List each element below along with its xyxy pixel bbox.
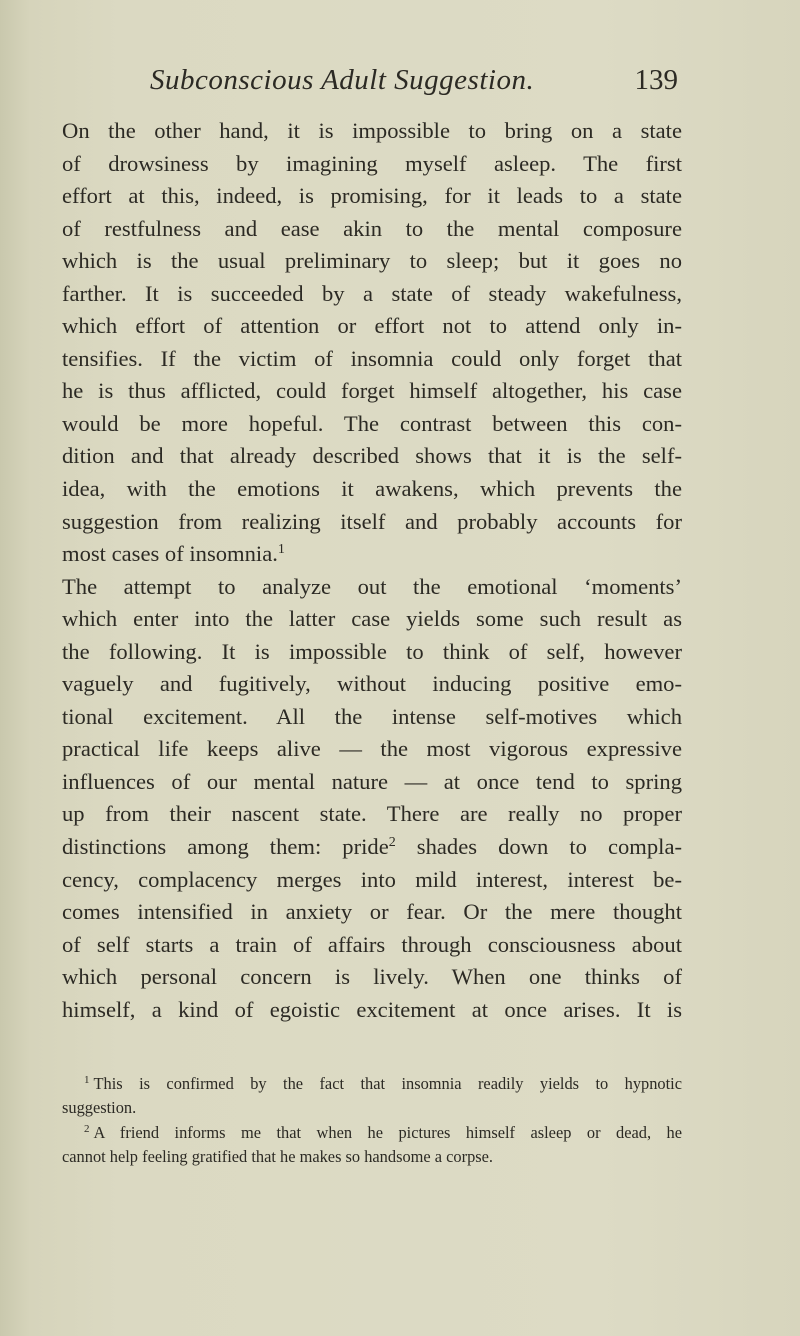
text-line-with-note	[62, 831, 682, 864]
text-line: cency, complacency merges into mild interest, interest be-	[62, 866, 682, 892]
text-line-content: shades down to compla-	[395, 834, 682, 860]
footnote-1-line	[62, 1072, 682, 1096]
text-line-with-note	[62, 538, 682, 571]
footnote-ref-2: 2	[388, 835, 396, 851]
text-line: tional excitement. All the intense self-motives which	[62, 703, 682, 729]
text-line: practical life keeps alive — the most vigorous expressive	[62, 736, 682, 762]
footnote-2-line: cannot help feeling gratified that he makes so handsome a corpse.	[62, 1147, 494, 1167]
text-line: which effort of attention or effort not to attend only in-	[62, 313, 682, 339]
text-line: of drowsiness by imagining myself asleep. The first	[62, 150, 682, 176]
text-line: which personal concern is lively. When one thinks of	[62, 964, 682, 990]
text-line: The attempt to analyze out the emotional ‘moments’	[62, 573, 682, 599]
text-line: tensifies. If the victim of insomnia could only forget that	[62, 345, 682, 371]
text-line: dition and that already described shows that it is the self-	[62, 443, 682, 469]
text-line-content: distinctions among them: pride	[62, 834, 389, 860]
text-line: which enter into the latter case yields some such result as	[62, 606, 682, 632]
text-line: suggestion from realizing itself and probably accounts for	[62, 508, 682, 534]
text-line-content: most cases of insomnia.	[62, 541, 278, 567]
page-number: 139	[634, 64, 678, 96]
footnote-ref-1: 1	[277, 542, 285, 558]
body-text	[62, 115, 682, 1026]
text-line: up from their nascent state. There are really no proper	[62, 801, 682, 827]
text-line: he is thus afflicted, could forget himself altogether, his case	[62, 378, 682, 404]
text-line: farther. It is succeeded by a state of steady wakefulness,	[62, 280, 682, 306]
text-line: himself, a kind of egoistic excitement at once arises. It is	[62, 996, 682, 1022]
text-line: vaguely and fugitively, without inducing positive emo-	[62, 671, 682, 697]
footnote-1-line: suggestion.	[62, 1098, 137, 1118]
text-line: the following. It is impossible to think of self, however	[62, 638, 682, 664]
text-line: effort at this, indeed, is promising, for it leads to a state	[62, 183, 682, 209]
text-line: idea, with the emotions it awakens, which prevents the	[62, 476, 682, 502]
text-line: On the other hand, it is impossible to bring on a state	[62, 118, 682, 143]
text-line: would be more hopeful. The contrast between this con-	[62, 410, 682, 436]
page-header	[150, 64, 690, 104]
footnote-2-line	[62, 1121, 682, 1145]
footnote-2-text: A friend informs me that when he pictures himself asleep or dead, he	[93, 1122, 682, 1142]
footnote-2-mark: 2	[84, 1122, 90, 1135]
text-line: comes intensified in anxiety or fear. Or the mere thought	[62, 899, 682, 925]
text-line: which is the usual preliminary to sleep; but it goes no	[62, 248, 682, 274]
footnote-1-text: This is confirmed by the fact that insomnia readily yields to hypnotic	[93, 1074, 682, 1093]
text-line: of restfulness and ease akin to the mental composure	[62, 215, 682, 241]
footnote-1-mark: 1	[84, 1074, 90, 1086]
footnotes	[62, 1072, 682, 1170]
running-title: Subconscious Adult Suggestion.	[150, 64, 535, 96]
text-line: of self starts a train of affairs through consciousness about	[62, 931, 682, 957]
text-line: influences of our mental nature — at once tend to spring	[62, 768, 682, 794]
